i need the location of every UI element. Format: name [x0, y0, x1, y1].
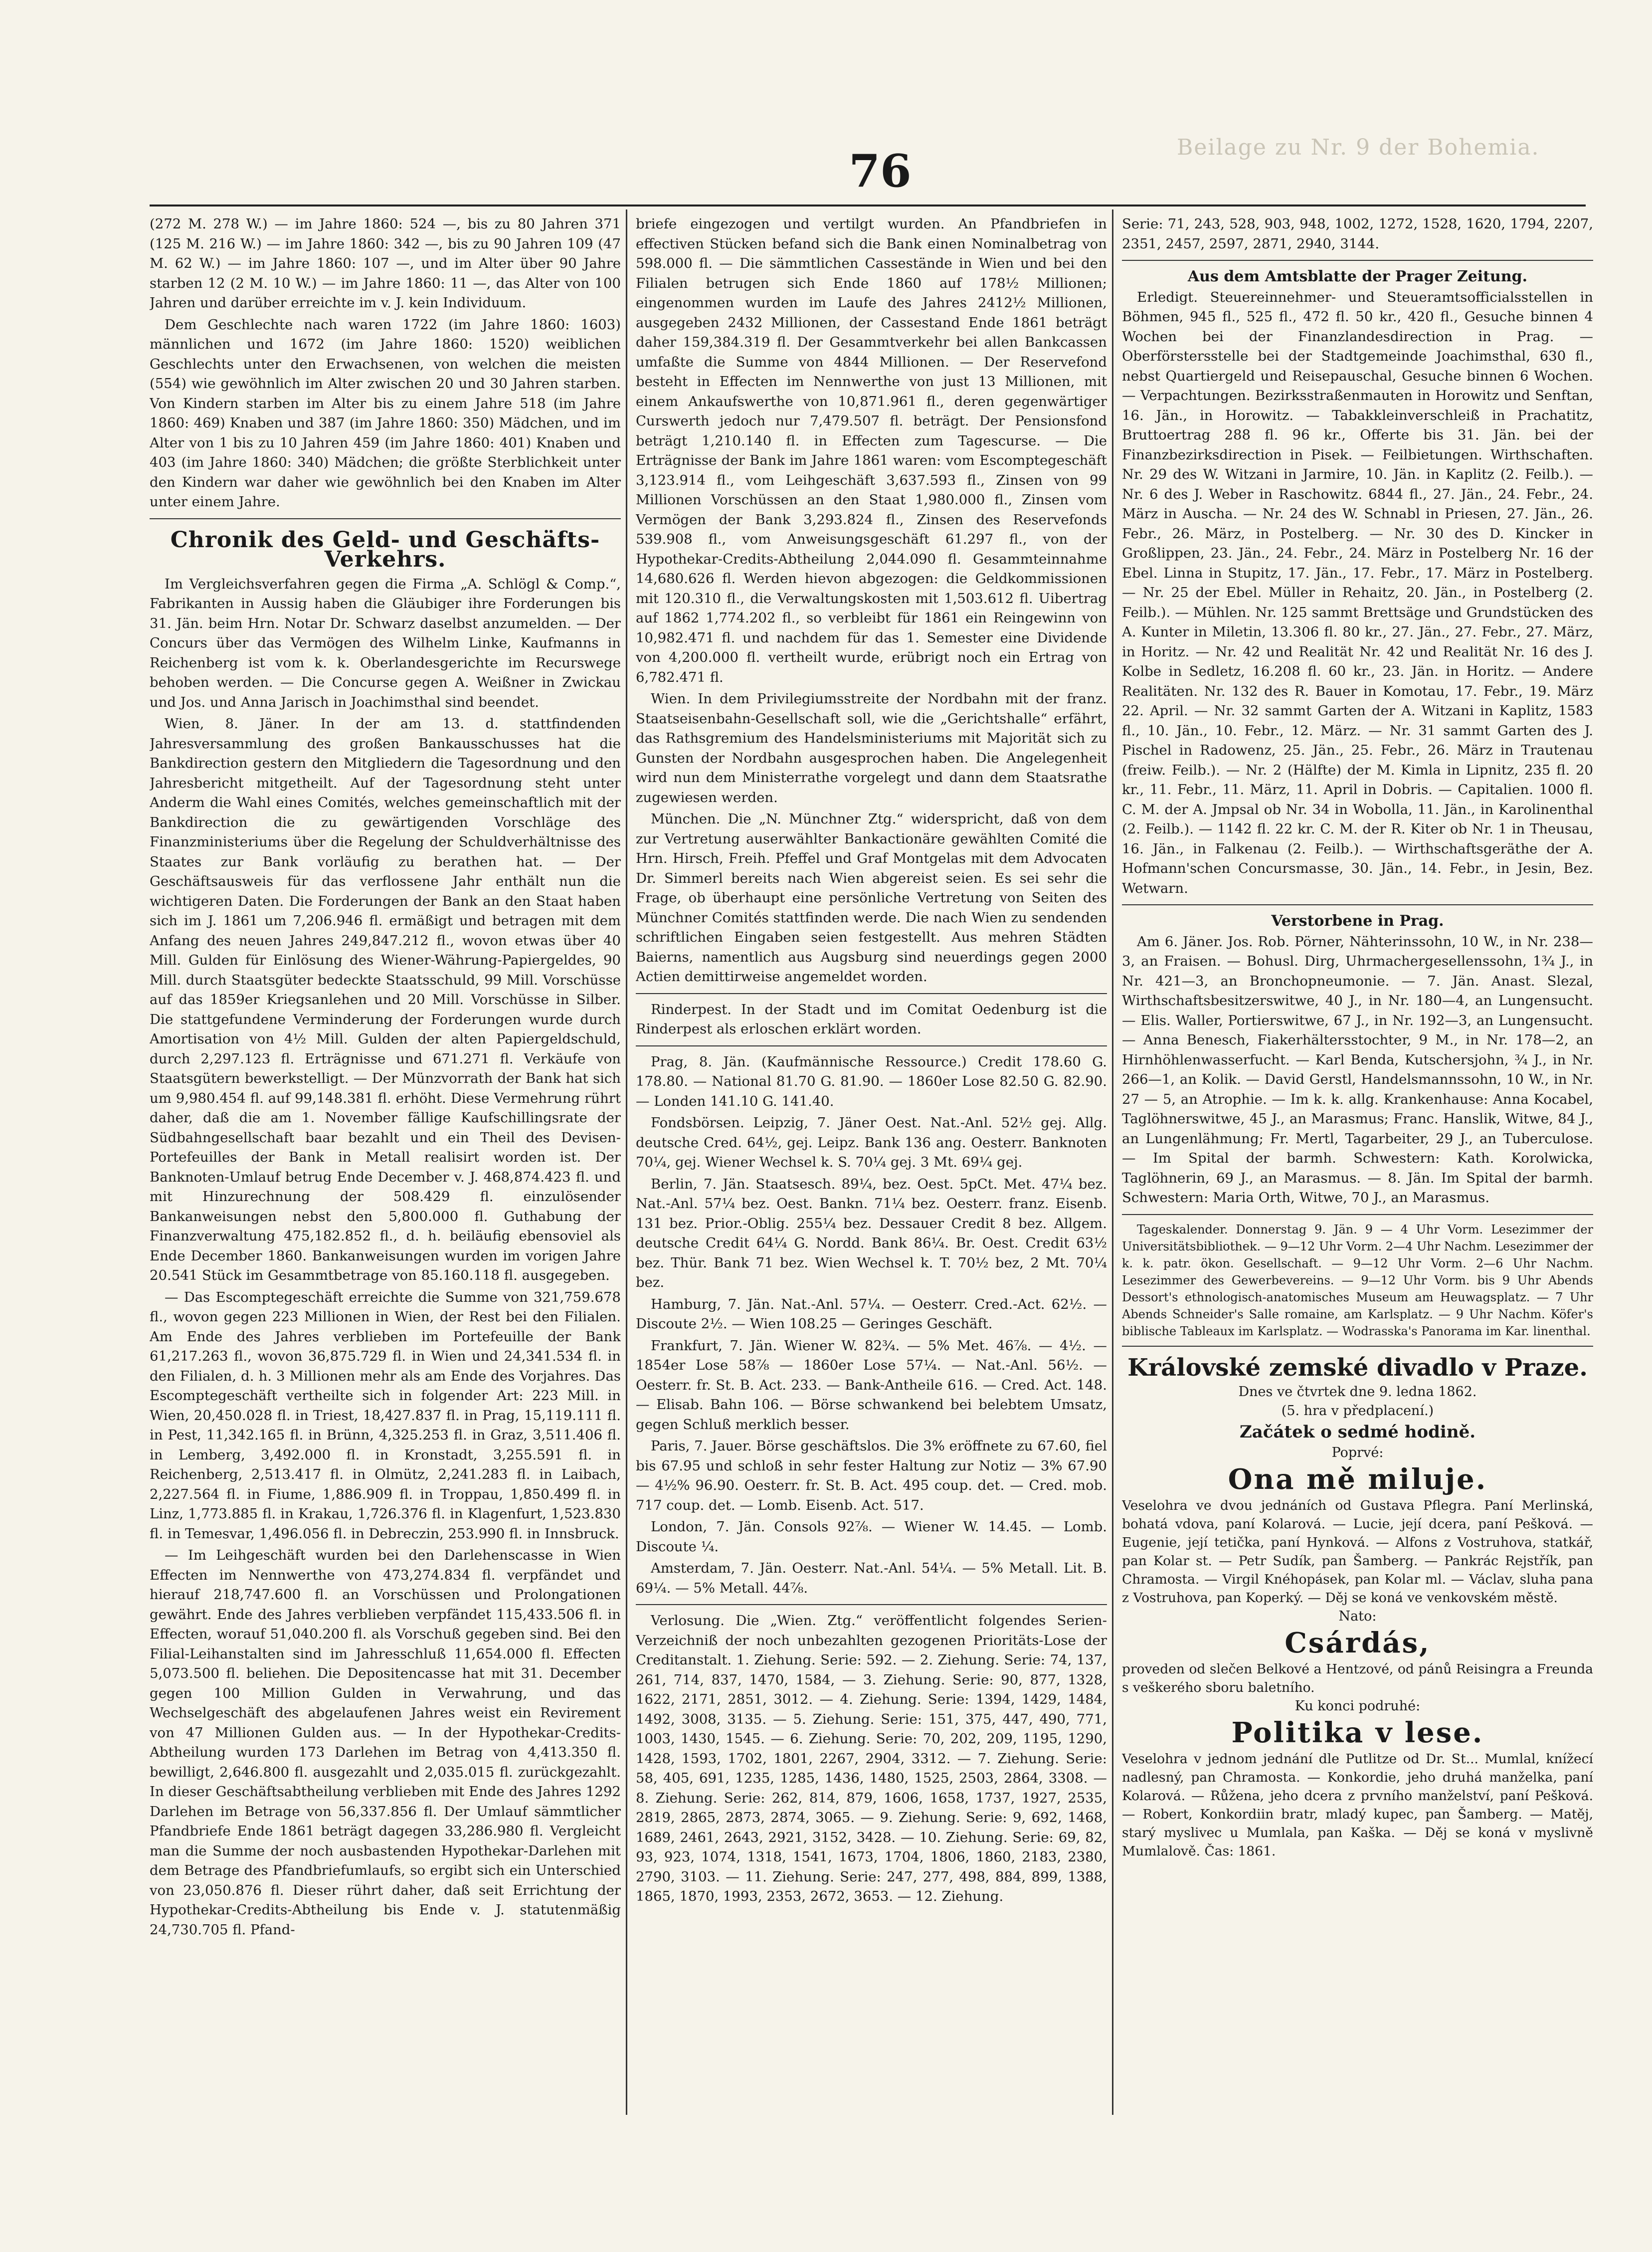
section-rule	[636, 1604, 1107, 1605]
paragraph: Rinderpest. In der Stadt und im Comitat Oedenburg ist die Rinderpest als erloschen erklärt worden.	[636, 1001, 1107, 1037]
section-rule	[1122, 1214, 1593, 1215]
paragraph: — Im Leihgeschäft wurden bei den Darlehenscasse in Wien Effecten im Nennwerthe von 473,274.834 fl. verpfändet und hierauf 218,747.600 fl. an Vorschüssen und Prolongationen gewährt. Ende des Jahres verblieben verpfändet 115,433.506 fl. in Effecten, worauf 51,040.200 fl. als Vorschuß gegeben sind. Bei den Filial-Leihanstalten sind im Jahresschluß 11,654.000 fl. Effecten 5,073.500 fl. beliehen. Die Depositencasse hat mit 31. December gegen 100 Million Gulden in Verwahrung, und das Wechselgeschäft des abgelaufenen Jahres weist ein Revirement von 47 Millionen Gulden aus. — In der Hypothekar-Credits-Abtheilung wurden 173 Darlehen im Betrag von 4,413.350 fl. bewilligt, 2,646.800 fl. ausgezahlt und 2,035.015 fl. zurückgezahlt. In dieser Geschäftsabtheilung verblieben mit Ende des Jahres 1292 Darlehen im Betrage von 56,337.856 fl. Der Umlauf sämmtlicher Pfandbriefe Ende 1861 beträgt dagegen 33,286.980 fl. Vergleicht man die Summe der noch ausbastenden Hypothekar-Darlehen mit dem Betrage des Pfandbriefumlaufs, so ergibt sich ein Unterschied von 23,050.876 fl. Dieser rührt daher, daß seit Errichtung der Hypothekar-Credits-Abtheilung bis Ende v. J. statutenmäßig 24,730.705 fl. Pfand-	[150, 1547, 621, 1938]
paragraph: Dem Geschlechte nach waren 1722 (im Jahre 1860: 1603) männlichen und 1672 (im Jahre 1860: 1520) weiblichen Geschlechts unter den Erwachsenen, von welchen die meisten (554) wie gewöhnlich im Alter zwischen 20 und 30 Jahren starben. Von Kindern starben im Alter bis zu einem Jahre 518 (im Jahre 1860: 469) Knaben und 387 (im Jahre 1860: 350) Mädchen, und im Alter von 1 bis zu 10 Jahren 459 (im Jahre 1860: 401) Knaben und 403 (im Jahre 1860: 340) Mädchen; die größte Sterblichkeit unter den Kindern war daher wie gewöhnlich bei den Knaben im Alter unter einem Jahre.	[150, 316, 621, 510]
theatre-label: Nato:	[1338, 1608, 1377, 1624]
theatre-start: Začátek o sedmé hodině.	[1239, 1422, 1476, 1442]
theatre-label: Ku konci podruhé:	[1294, 1698, 1421, 1714]
paragraph: Hamburg, 7. Jän. Nat.-Anl. 57¼. — Oesterr. Cred.-Act. 62½. — Discoute 2½. — Wien 108.25 — Geringes Geschäft.	[636, 1296, 1107, 1332]
play-title: Politika v lese.	[1231, 1716, 1484, 1749]
paragraph: — Das Escomptegeschäft erreichte die Summe von 321,759.678 fl., wovon gegen 223 Millionen in Wien, der Rest bei den Filialen. Am Ende des Jahres verblieben im Portefeuille der Bank 61,217.263 fl., wovon 36,875.729 fl. in Wien und 24,341.534 fl. in den Filialen, d. h. 3 Millionen mehr als am Ende des Vorjahres. Das Escomptegeschäft vertheilte sich in folgender Art: 223 Mill. in Wien, 20,450.028 fl. in Triest, 18,427.837 fl. in Prag, 15,119.111 fl. in Pest, 11,342.165 fl. in Brünn, 4,325.253 fl. in Graz, 3,511.406 fl. in Lemberg, 3,492.000 fl. in Kronstadt, 3,255.591 fl. in Reichenberg, 2,513.417 fl. in Olmütz, 2,241.283 fl. in Laibach, 2,227.564 fl. in Fiume, 1,886.909 fl. in Troppau, 1,850.499 fl. in Linz, 1,773.885 fl. in Krakau, 1,726.376 fl. in Klagenfurt, 1,523.830 fl. in Temesvar, 1,496.056 fl. in Debreczin, 253.990 fl. in Innsbruck.	[150, 1289, 621, 1542]
section-rule	[1122, 904, 1593, 905]
paragraph: Am 6. Jäner. Jos. Rob. Pörner, Nähterinssohn, 10 W., in Nr. 238—3, an Fraisen. — Bohusl. Dirg, Uhrmachergesellenssohn, 1¾ J., in Nr. 421—3, an Bronchopneumonie. — 7. Jän. Anast. Slezal, Wirthschaftsbesitzerswitwe, 40 J., in Nr. 180—4, an Lungensucht. — Elis. Waller, Portierswitwe, 67 J., in Nr. 192—3, an Lungensucht. — Anna Benesch, Fiakerhältersstochter, 9 M., in Nr. 178—2, an Hirnhöhlenwasserfucht. — Karl Benda, Kutschersjohn, ¾ J., in Nr. 266—1, an Kolik. — David Gerstl, Handelsmannssohn, 10 W., in Nr. 27 — 5, an Atrophie. — Im k. k. allg. Krankenhause: Anna Kocabel, Taglöhnerswitwe, 45 J., an Marasmus; Franc. Hanslik, Witwe, 84 J., an Lungenlähmung; Fr. Mertl, Tagarbeiter, 29 J., an Tuberculose. — Im Spital der barmh. Schwestern: Kath. Korolwicka, Taglöhnerin, 69 J., an Marasmus. — 8. Jän. Im Spital der barmh. Schwestern: Maria Orth, Witwe, 70 J., an Marasmus.	[1122, 933, 1593, 1206]
bleed-through-text: Beilage zu Nr. 9 der Bohemia.	[1177, 135, 1540, 160]
theatre-label: Poprvé:	[1331, 1444, 1384, 1460]
theatre-advert	[1122, 1353, 1593, 1860]
column-1	[150, 214, 621, 2120]
section-rule	[1122, 1346, 1593, 1347]
theatre-date: Dnes ve čtvrtek dne 9. ledna 1862.	[1238, 1384, 1477, 1400]
section-heading: Aus dem Amtsblatte der Prager Zeitung.	[1187, 268, 1528, 285]
dance-cast: proveden od slečen Belkové a Hentzové, od pánů Reisingra a Freunda s veškerého sboru baletního.	[1122, 1661, 1593, 1695]
paragraph: Berlin, 7. Jän. Staatsesch. 89¼, bez. Oest. 5pCt. Met. 47¼ bez. Nat.-Anl. 57¼ bez. Oest. Bankn. 71¼ bez. Oesterr. franz. Eisenb. 131 bez. Prior.-Oblig. 255¼ bez. Dessauer Credit 8 bez. Allgem. deutsche Credit 64¼ G. Nordd. Bank 86¼. Br. Oest. Credit 63½ bez. Thür. Bank 71 bez. Wien Wechsel k. T. 70½ bez, 2 Mt. 70¼ bez.	[636, 1176, 1107, 1290]
section-heading: Verstorbene in Prag.	[1271, 912, 1444, 930]
paragraph: Amsterdam, 7. Jän. Oesterr. Nat.-Anl. 54¼. — 5% Metall. Lit. B. 69¼. — 5% Metall. 44⅞.	[636, 1560, 1107, 1596]
theatre-subscription: (5. hra v předplacení.)	[1281, 1403, 1434, 1419]
paragraph: Im Vergleichsverfahren gegen die Firma „A. Schlögl & Comp.“, Fabrikanten in Aussig haben die Gläubiger ihre Forderungen bis 31. Jän. beim Hrn. Notar Dr. Schwarz daselbst anzumelden. — Der Concurs über das Vermögen des Wilhelm Linke, Kaufmanns in Reichenberg ist vom k. k. Oberlandesgerichte im Recurswege behoben werden. — Die Concurse gegen A. Weißner in Zwickau und Jos. und Anna Jarisch in Joachimsthal sind beendet.	[150, 576, 621, 710]
paragraph: Verlosung. Die „Wien. Ztg.“ veröffentlicht folgendes Serien-Verzeichniß der noch unbezahlten gezogenen Prioritäts-Lose der Creditanstalt. 1. Ziehung. Serie: 592. — 2. Ziehung. Serie: 74, 137, 261, 714, 837, 1470, 1584, — 3. Ziehung. Serie: 90, 877, 1328, 1622, 2171, 2851, 3012. — 4. Ziehung. Serie: 1394, 1429, 1484, 1492, 3008, 3135. — 5. Ziehung. Serie: 151, 375, 447, 490, 771, 1003, 1430, 1545. — 6. Ziehung. Serie: 70, 202, 209, 1195, 1290, 1428, 1593, 1702, 1801, 2267, 2904, 3312. — 7. Ziehung. Serie: 58, 405, 691, 1235, 1285, 1436, 1480, 1525, 2503, 2864, 3308. — 8. Ziehung. Serie: 262, 814, 879, 1606, 1658, 1737, 1927, 2535, 2819, 2865, 2873, 2874, 3065. — 9. Ziehung. Serie: 9, 692, 1468, 1689, 2461, 2643, 2921, 3152, 3428. — 10. Ziehung. Serie: 69, 82, 93, 923, 1074, 1318, 1541, 1673, 1704, 1806, 1860, 2183, 2380, 2790, 3103. — 11. Ziehung. Serie: 247, 277, 498, 884, 899, 1388, 1865, 1870, 1993, 2353, 2672, 3653. — 12. Ziehung.	[636, 1613, 1107, 1904]
paragraph: Prag, 8. Jän. (Kaufmännische Ressource.) Credit 178.60 G. 178.80. — National 81.70 G. 81.90. — 1860er Lose 82.50 G. 82.90. — Londen 141.10 G. 141.40.	[636, 1053, 1107, 1109]
paragraph: München. Die „N. Münchner Ztg.“ widerspricht, daß von dem zur Vertretung auserwählter Bankactionäre gewählten Comité die Hrn. Hirsch, Freih. Pfeffel und Graf Montgelas mit dem Advocaten Dr. Simmerl bereits nach Wien abgereist seien. Es sei sehr die Frage, ob überhaupt eine persönliche Vertretung von Seiten des Münchner Comités stattfinden werde. Die nach Wien zu sendenden schriftlichen Eingaben seien festgestellt. Aus mehren Städten Baierns, namentlich aus Augsburg sind neuerdings gegen 2000 Actien demittirweise angemeldet worden.	[636, 811, 1107, 985]
theatre-title: Královské zemské divadlo v Praze.	[1127, 1353, 1588, 1382]
section-rule	[636, 993, 1107, 994]
section-rule	[1122, 260, 1593, 261]
dance-title: Csárdás,	[1285, 1626, 1431, 1659]
paragraph: Fondsbörsen. Leipzig, 7. Jäner Oest. Nat.-Anl. 52½ gej. Allg. deutsche Cred. 64½, gej. Leipz. Bank 136 ang. Oesterr. Banknoten 70¼, gej. Wiener Wechsel k. S. 70¼ gej. 3 Mt. 69¼ gej.	[636, 1115, 1107, 1170]
paragraph: Serie: 71, 243, 528, 903, 948, 1002, 1272, 1528, 1620, 1794, 2207, 2351, 2457, 2597, 2871, 2940, 3144.	[1122, 216, 1593, 252]
column-3	[1122, 214, 1593, 2120]
page-number: 76	[849, 145, 912, 198]
section-rule	[150, 518, 621, 519]
section-rule	[636, 1045, 1107, 1046]
paragraph: Wien. In dem Privilegiumsstreite der Nordbahn mit der franz. Staatseisenbahn-Gesellschaft soll, wie die „Gerichtshalle“ erfährt, das Rathsgremium des Handelsministeriums mit Majorität sich zu Gunsten der Nordbahn ausgesprochen haben. Die Angelegenheit wird nun dem Ministerrathe vorgelegt und dann dem Staatsrathe zugewiesen werden.	[636, 691, 1107, 806]
column-separator	[626, 209, 627, 2115]
calendar-notice: Tageskalender. Donnerstag 9. Jän. 9 — 4 Uhr Vorm. Lesezimmer der Universitätsbibliothek. — 9—12 Uhr Vorm. 2—4 Uhr Nachm. Lesezimmer der k. k. patr. ökon. Gesellschaft. — 9—12 Uhr Vorm. 2—6 Uhr Nachm. Lesezimmer des Gewerbevereins. — 9—12 Uhr Vorm. bis 9 Uhr Abends Dessort's ethnologisch-anatomisches Museum am Heuwagsplatz. — 7 Uhr Abends Schneider's Salle romaine, am Karlsplatz. — 9 Uhr Nachm. Köfer's biblische Tableaux im Karlsplatz. — Wodrasska's Panorama im Kar. linenthal.	[1122, 1222, 1593, 1338]
header-rule	[150, 205, 1586, 206]
paragraph: Erledigt. Steuereinnehmer- und Steueramtsofficialsstellen in Böhmen, 945 fl., 525 fl., 472 fl. 50 kr., 420 fl., Gesuche binnen 4 Wochen bei der Finanzlandesdirection in Prag. — Oberförstersstelle bei der Stadtgemeinde Joachimsthal, 630 fl., nebst Quartiergeld und Reisepauschal, Gesuche binnen 6 Wochen. — Verpachtungen. Bezirksstraßenmauten in Horowitz und Senftan, 16. Jän., in Horowitz. — Tabakkleinverschleiß in Prachatitz, Bruttoertrag 288 fl. 96 kr., Offerte bis 31. Jän. bei der Finanzbezirksdirection in Pisek. — Feilbietungen. Wirthschaften. Nr. 29 des W. Witzani in Jarmire, 10. Jän. in Kaplitz (2. Feilb.). — Nr. 6 des J. Weber in Raschowitz. 6844 fl., 27. Jän., 24. Febr., 24. März in Auscha. — Nr. 24 des W. Schnabl in Priesen, 27. Jän., 26. Febr., 26. März, in Postelberg. — Nr. 30 des D. Kincker in Großlippen, 23. Jän., 24. Febr., 24. März in Postelberg Nr. 16 der Ebel. Linna in Stupitz, 17. Jän., 17. Febr., 17. März in Postelberg. — Nr. 25 der Ebel. Müller in Rehaitz, 20. Jän., in Postelberg (2. Feilb.). — Mühlen. Nr. 125 sammt Brettsäge und Grundstücken des A. Kunter in Miletin, 13.306 fl. 80 kr., 27. Jän., 27. Febr., 27. März, in Horitz. — Nr. 42 und Realität Nr. 42 und Realität Nr. 16 des J. Kolbe in Sedletz, 16.208 fl. 60 kr., 23. Jän. in Horitz. — Andere Realitäten. Nr. 132 des R. Bauer in Komotau, 17. Febr., 19. März 22. April. — Nr. 32 sammt Garten der A. Witzani in Kaplitz, 1583 fl., 10. Jän., 10. Febr., 12. März. — Nr. 31 sammt Garten des J. Pischel in Radowenz, 25. Jän., 25. Febr., 26. März in Trautenau (freiw. Feilb.). — Nr. 2 (Hälfte) der M. Kimla in Lipnitz, 235 fl. 20 kr., 11. Febr., 11. März, 11. April in Dobris. — Capitalien. 1000 fl. C. M. der A. Jmpsal ob Nr. 34 in Wobolla, 11. Jän., in Karolinenthal (2. Feilb.). — 1142 fl. 22 kr. C. M. der R. Kiter ob Nr. 1 in Theusau, 16. Jän., in Falkenau (2. Feilb.). — Wirthschaftsgeräthe der A. Hofmann'schen Concursmasse, 30. Jän., 14. Febr., in Jesin, Bez. Wetwarn.	[1122, 289, 1593, 896]
paragraph: briefe eingezogen und vertilgt wurden. An Pfandbriefen in effectiven Stücken befand sich die Bank einen Nominalbetrag von 598.000 fl. — Die sämmtlichen Cassestände in Wien und bei den Filialen betrugen sich Ende 1860 auf 178½ Millionen; eingenommen wurden im Laufe des Jahres 2412½ Millionen, ausgegeben 2432 Millionen, der Cassestand Ende 1861 beträgt daher 159,384.319 fl. Der Gesammtverkehr bei allen Bankcassen umfaßte die Summe von 4844 Millionen. — Der Reservefond besteht in Effecten im Nennwerthe von just 13 Millionen, mit einem Ankaufswerthe von 10,871.961 fl., deren gegenwärtiger Curswerth jedoch nur 7,479.507 fl. beträgt. Der Pensionsfond beträgt 1,210.140 fl. in Effecten zum Tagescurse. — Die Erträgnisse der Bank im Jahre 1861 waren: vom Escomptegeschäft 3,123.914 fl., vom Leihgeschäft 3,637.593 fl., Zinsen von 99 Millionen Vorschüssen an den Staat 1,980.000 fl., Zinsen vom Vermögen der Bank 3,293.824 fl., Zinsen des Reservefonds 539.908 fl., vom Anweisungsgeschäft 61.297 fl., von der Hypothekar-Credits-Abtheilung 2,044.090 fl. Gesammteinnahme 14,680.626 fl. Werden hievon abgezogen: die Geldkommissionen mit 120.310 fl., die Verwaltungskosten mit 1,503.612 fl. Uibertrag auf 1862 1,774.202 fl., so verbleibt für 1861 ein Reingewinn von 10,982.471 fl. und nachdem für das 1. Semester eine Dividende von 4,200.000 fl. vertheilt wurde, erübrigt noch ein Ertrag von 6,782.471 fl.	[636, 216, 1107, 685]
play-cast: Veselohra ve dvou jednáních od Gustava Pflegra. Paní Merlinská, bohatá vdova, paní Kolarová. — Lucie, její dcera, paní Pešková. — Eugenie, její tetička, paní Hynková. — Alfons z Vostruhova, statkář, pan Kolar st. — Petr Sudík, pan Šamberg. — Pankrác Rejstřík, pan Chramosta. — Virgil Knéhopásek, pan Kolar ml. — Václav, sluha pana z Vostruhova, pan Koperký. — Děj se koná ve venkovském městě.	[1122, 1497, 1593, 1606]
column-separator	[1112, 209, 1113, 2115]
paragraph: Wien, 8. Jäner. In der am 13. d. stattfindenden Jahresversammlung des großen Bankausschusses hat die Bankdirection gestern den Mitgliedern die Tagesordnung und den Jahresbericht mitgetheilt. Auf der Tagesordnung steht unter Anderm die Wahl eines Comités, welches gemeinschaftlich mit der Bankdirection die zu gewärtigenden Vorschläge des Finanzministeriums über die Regelung der Schuldverhältnisse des Staates zur Bank vorläufig zu berathen hat. — Der Geschäftsausweis für das verflossene Jahr enthält nun die wichtigeren Daten. Die Forderungen der Bank an den Staat haben sich im J. 1861 um 7,206.946 fl. ermäßigt und betragen mit dem Anfang des neuen Jahres 249,847.212 fl., wovon etwas über 40 Mill. Gulden für Einlösung des Wiener-Währung-Papiergeldes, 90 Mill. durch Staatsgüter bedeckte Staatsschuld, 99 Mill. Vorschüsse auf das 1859er Kriegsanlehen und 20 Mill. Vorschüsse in Silber. Die stattgefundene Verminderung der Forderungen wurde durch Amortisation von 4½ Mill. Gulden der alten Papiergeldschuld, durch 2,297.123 fl. Erträgnisse und 671.271 fl. Verkäufe von Staatsgütern bewerkstelligt. — Der Münzvorrath der Bank hat sich um 9,980.454 fl. auf 99,148.381 fl. erhöht. Diese Vermehrung rührt daher, daß die am 1. November fällige Kaufschillingsrate der Südbahngesellschaft baar bezahlt und ein Theil des Devisen-Portefeuilles der Bank in Metall realisirt worden ist. Der Banknoten-Umlauf betrug Ende December v. J. 468,874.423 fl. und mit Hinzurechnung der 508.429 fl. einzulösender Bankanweisungen nebst den 5,800.000 fl. Guthabung der Finanzverwaltung 475,182.852 fl., d. h. beiläufig ebensoviel als Ende December 1860. Bankanweisungen wurden im vorigen Jahre 20.541 Stück im Gesammtbetrage von 85.160.118 fl. ausgegeben.	[150, 716, 621, 1283]
play-title: Ona mě miluje.	[1228, 1462, 1487, 1496]
section-heading: Chronik des Geld- und Geschäfts-Verkehrs.	[170, 527, 600, 572]
column-2	[636, 214, 1107, 2120]
play-cast: Veselohra v jednom jednání dle Putlitze od Dr. St... Mumlal, knížecí nadlesný, pan Chramosta. — Konkordie, jeho druhá manželka, paní Kolarová. — Růžena, jeho dcera z prvního manželství, paní Pešková. — Robert, Konkordiin bratr, mladý kupec, pan Šamberg. — Matěj, starý myslivec u Mumlala, pan Kaška. — Děj se koná v myslivně Mumlalově. Čas: 1861.	[1122, 1751, 1593, 1859]
paragraph: (272 M. 278 W.) — im Jahre 1860: 524 —, bis zu 80 Jahren 371 (125 M. 216 W.) — im Jahre 1860: 342 —, bis zu 90 Jahren 109 (47 M. 62 W.) — im Jahre 1860: 107 —, und im Alter über 90 Jahre starben 12 (2 M. 10 W.) — im Jahre 1860: 11 —, das Alter von 100 Jahren und darüber erreichte im v. J. kein Individuum.	[150, 216, 621, 311]
paragraph: London, 7. Jän. Consols 92⅞. — Wiener W. 14.45. — Lomb. Discoute ¼.	[636, 1519, 1107, 1555]
paragraph: Paris, 7. Jauer. Börse geschäftslos. Die 3% eröffnete zu 67.60, fiel bis 67.95 und schloß in sehr fester Haltung zur Notiz — 3% 67.90 — 4½% 96.90. Oesterr. fr. St. B. Act. 495 coup. det. — Cred. mob. 717 coup. det. — Lomb. Eisenb. Act. 517.	[636, 1438, 1107, 1513]
paragraph: Frankfurt, 7. Jän. Wiener W. 82¾. — 5% Met. 46⅞. — 4½. — 1854er Lose 58⅞ — 1860er Lose 57¼. — Nat.-Anl. 56½. — Oesterr. fr. St. B. Act. 233. — Bank-Antheile 616. — Cred. Act. 148. — Elisab. Bahn 106. — Börse schwankend bei belebtem Umsatz, gegen Schluß merklich besser.	[636, 1337, 1107, 1433]
